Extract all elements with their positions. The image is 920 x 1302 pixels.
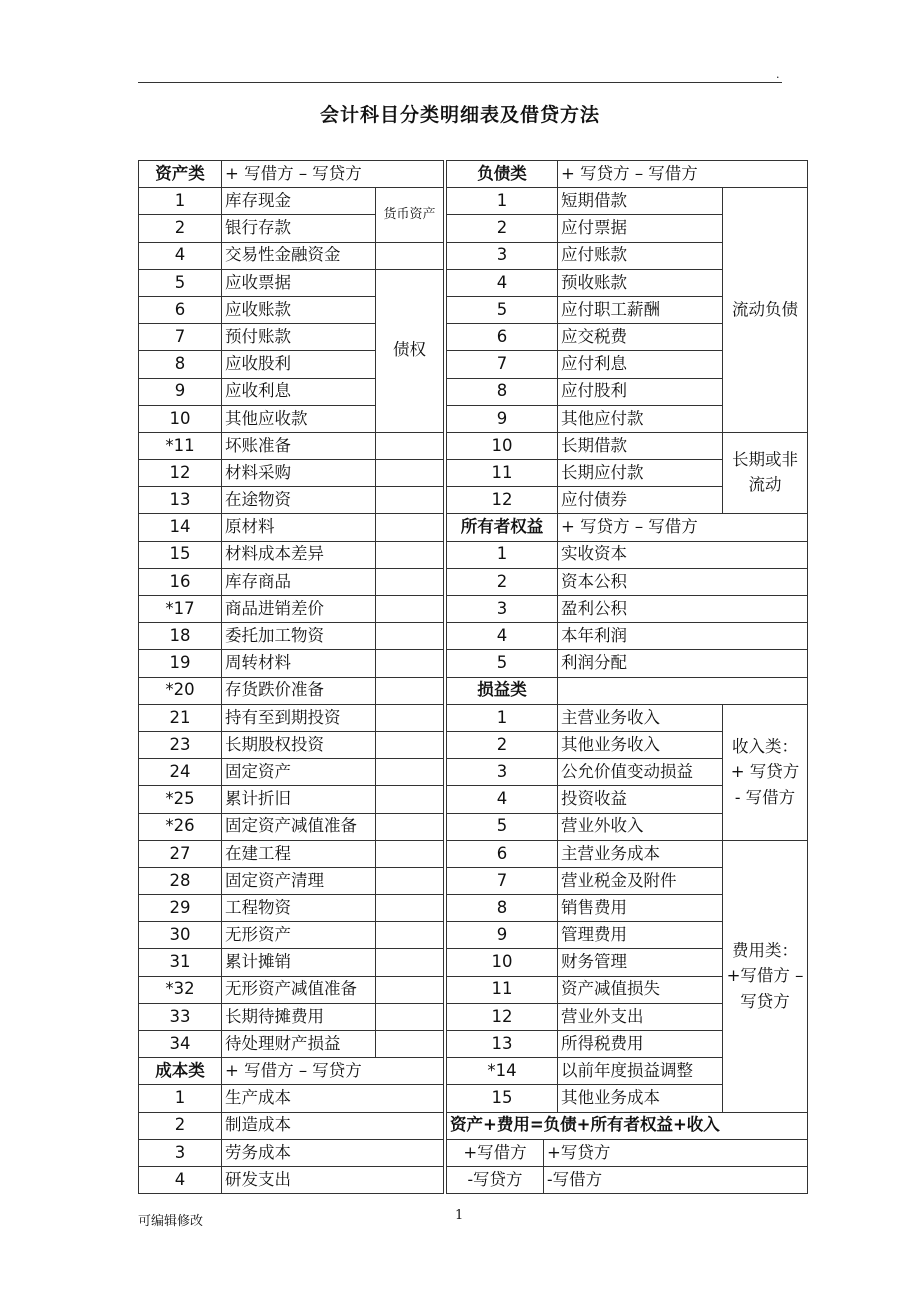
liability-number: 2 (447, 215, 558, 242)
asset-name: 累计摊销 (222, 949, 376, 976)
pl-number: 11 (447, 976, 558, 1003)
liability-row (447, 432, 808, 459)
asset-number: 18 (139, 623, 222, 650)
asset-name: 固定资产减值准备 (222, 813, 376, 840)
asset-number: 24 (139, 759, 222, 786)
asset-name: 委托加工物资 (222, 623, 376, 650)
debit-increase-label: +写借方 (447, 1140, 544, 1166)
asset-number: 21 (139, 704, 222, 731)
asset-name: 其他应收款 (222, 405, 376, 432)
asset-name: 固定资产清理 (222, 867, 376, 894)
liability-name: 应付票据 (558, 215, 723, 242)
asset-number: 10 (139, 405, 222, 432)
asset-number: 5 (139, 269, 222, 296)
equity-row (447, 623, 808, 650)
asset-row (139, 922, 444, 949)
asset-number: 7 (139, 324, 222, 351)
equity-rule: + 写贷方 – 写借方 (558, 514, 808, 541)
asset-header-row (139, 161, 444, 188)
asset-number: *26 (139, 813, 222, 840)
asset-row (139, 1031, 444, 1058)
asset-row (139, 596, 444, 623)
pl-number: 10 (447, 949, 558, 976)
empty-cell (376, 895, 444, 922)
asset-row (139, 786, 444, 813)
empty-cell (376, 786, 444, 813)
asset-row (139, 269, 444, 296)
equity-row (447, 650, 808, 677)
liability-name: 长期应付款 (558, 460, 723, 487)
pl-name: 主营业务收入 (558, 704, 723, 731)
asset-number: 1 (139, 188, 222, 215)
pl-number: 3 (447, 759, 558, 786)
pl-header-row (447, 677, 808, 704)
empty-cell (376, 840, 444, 867)
empty-cell (376, 487, 444, 514)
pl-name: 资产减值损失 (558, 976, 723, 1003)
equity-number: 5 (447, 650, 558, 677)
asset-number: 27 (139, 840, 222, 867)
accounting-equation: 资产+费用=负债+所有者权益+收入 (447, 1112, 808, 1139)
footer-editable-note: 可编辑修改 (138, 1214, 204, 1229)
asset-name: 预付账款 (222, 324, 376, 351)
pl-number: 8 (447, 895, 558, 922)
cost-rule: + 写借方 – 写贷方 (222, 1058, 444, 1085)
equity-number: 4 (447, 623, 558, 650)
header-dot: . (776, 68, 780, 81)
asset-name: 待处理财产损益 (222, 1031, 376, 1058)
equity-number: 1 (447, 541, 558, 568)
equity-name: 盈利公积 (558, 596, 808, 623)
pl-number: 9 (447, 922, 558, 949)
empty-cell (376, 432, 444, 459)
empty-cell (376, 596, 444, 623)
asset-name: 在途物资 (222, 487, 376, 514)
equity-number: 3 (447, 596, 558, 623)
debit-credit-cell (447, 1166, 808, 1193)
asset-cost-table (138, 160, 444, 1194)
credit-decrease-label: -写贷方 (447, 1167, 544, 1193)
asset-name: 材料成本差异 (222, 541, 376, 568)
liability-name: 短期借款 (558, 188, 723, 215)
credit-increase-label: +写贷方 (547, 1142, 611, 1162)
pl-name: 投资收益 (558, 786, 723, 813)
equity-number: 2 (447, 568, 558, 595)
pl-number: 13 (447, 1031, 558, 1058)
pl-number: 5 (447, 813, 558, 840)
cost-header-row (139, 1058, 444, 1085)
empty-cell (376, 976, 444, 1003)
equity-name: 本年利润 (558, 623, 808, 650)
asset-name: 交易性金融资金 (222, 242, 376, 269)
asset-row (139, 731, 444, 758)
liability-name: 其他应付款 (558, 405, 723, 432)
asset-name: 应收利息 (222, 378, 376, 405)
cost-name: 生产成本 (222, 1085, 444, 1112)
asset-row (139, 568, 444, 595)
asset-name: 应收股利 (222, 351, 376, 378)
asset-name: 银行存款 (222, 215, 376, 242)
empty-cell (376, 514, 444, 541)
cost-name: 劳务成本 (222, 1139, 444, 1166)
liability-name: 应付职工薪酬 (558, 296, 723, 323)
page-title: 会计科目分类明细表及借贷方法 (319, 104, 600, 126)
equity-row (447, 541, 808, 568)
cost-category-label: 成本类 (139, 1058, 222, 1085)
cost-row (139, 1085, 444, 1112)
debit-credit-row (447, 1166, 808, 1193)
pl-name: 主营业务成本 (558, 840, 723, 867)
asset-name: 材料采购 (222, 460, 376, 487)
asset-name: 库存商品 (222, 568, 376, 595)
empty-cell (376, 867, 444, 894)
asset-row (139, 867, 444, 894)
liability-number: 3 (447, 242, 558, 269)
cost-number: 2 (139, 1112, 222, 1139)
empty-cell (376, 731, 444, 758)
cost-name: 制造成本 (222, 1112, 444, 1139)
asset-number: 28 (139, 867, 222, 894)
asset-name: 持有至到期投资 (222, 704, 376, 731)
liability-number: 8 (447, 378, 558, 405)
liability-header-row (447, 161, 808, 188)
asset-number: *32 (139, 976, 222, 1003)
pl-name: 营业外支出 (558, 1003, 723, 1030)
asset-number: *25 (139, 786, 222, 813)
asset-row (139, 242, 444, 269)
asset-row (139, 650, 444, 677)
asset-row (139, 949, 444, 976)
asset-row (139, 895, 444, 922)
asset-number: 13 (139, 487, 222, 514)
equity-header-row (447, 514, 808, 541)
pl-number: 15 (447, 1085, 558, 1112)
page-number: 1 (455, 1208, 464, 1223)
pl-name: 财务管理 (558, 949, 723, 976)
asset-name: 长期股权投资 (222, 731, 376, 758)
liability-name: 预收账款 (558, 269, 723, 296)
asset-name: 应收票据 (222, 269, 376, 296)
cost-number: 4 (139, 1166, 222, 1193)
pl-number: 6 (447, 840, 558, 867)
cost-row (139, 1139, 444, 1166)
equity-name: 资本公积 (558, 568, 808, 595)
empty-cell (376, 1031, 444, 1058)
asset-number: 30 (139, 922, 222, 949)
asset-row (139, 976, 444, 1003)
asset-number: 15 (139, 541, 222, 568)
asset-row (139, 188, 444, 215)
asset-row (139, 432, 444, 459)
pl-name: 所得税费用 (558, 1031, 723, 1058)
equity-name: 实收资本 (558, 541, 808, 568)
asset-number: 33 (139, 1003, 222, 1030)
empty-cell (376, 650, 444, 677)
asset-name: 应收账款 (222, 296, 376, 323)
pl-number: 7 (447, 867, 558, 894)
empty-cell (376, 759, 444, 786)
asset-row (139, 759, 444, 786)
empty-cell (558, 677, 808, 704)
pl-name: 营业税金及附件 (558, 867, 723, 894)
pl-row (447, 704, 808, 731)
liability-number: 6 (447, 324, 558, 351)
group-expense: 费用类：+写借方 – 写贷方 (723, 840, 808, 1112)
asset-number: 14 (139, 514, 222, 541)
empty-cell (376, 460, 444, 487)
asset-name: 无形资产减值准备 (222, 976, 376, 1003)
asset-row (139, 840, 444, 867)
debit-decrease-label: -写借方 (547, 1169, 603, 1189)
pl-row (447, 840, 808, 867)
group-noncurrent-liabilities: 长期或非流动 (723, 432, 808, 514)
asset-number: 4 (139, 242, 222, 269)
asset-name: 库存现金 (222, 188, 376, 215)
liability-number: 1 (447, 188, 558, 215)
pl-category-label: 损益类 (447, 677, 558, 704)
asset-rule: + 写借方 – 写贷方 (222, 161, 444, 188)
cost-row (139, 1112, 444, 1139)
pl-number: 12 (447, 1003, 558, 1030)
asset-row (139, 460, 444, 487)
group-income: 收入类：+ 写贷方 - 写借方 (723, 704, 808, 840)
asset-number: *17 (139, 596, 222, 623)
liability-number: 12 (447, 487, 558, 514)
pl-name: 公允价值变动损益 (558, 759, 723, 786)
liability-name: 应付账款 (558, 242, 723, 269)
asset-number: 29 (139, 895, 222, 922)
cost-name: 研发支出 (222, 1166, 444, 1193)
empty-cell (376, 541, 444, 568)
asset-row (139, 487, 444, 514)
asset-name: 固定资产 (222, 759, 376, 786)
liability-equity-pl-table (446, 160, 808, 1194)
asset-name: 工程物资 (222, 895, 376, 922)
asset-name: 无形资产 (222, 922, 376, 949)
pl-name: 营业外收入 (558, 813, 723, 840)
empty-cell (376, 1003, 444, 1030)
debit-credit-cell (447, 1139, 808, 1166)
liability-number: 4 (447, 269, 558, 296)
liability-number: 5 (447, 296, 558, 323)
asset-number: 6 (139, 296, 222, 323)
asset-number: 31 (139, 949, 222, 976)
asset-number: 2 (139, 215, 222, 242)
group-receivables: 债权 (376, 269, 444, 432)
empty-cell (376, 623, 444, 650)
asset-row (139, 623, 444, 650)
cost-number: 1 (139, 1085, 222, 1112)
asset-name: 坏账准备 (222, 432, 376, 459)
group-current-liabilities: 流动负债 (723, 188, 808, 433)
asset-number: 23 (139, 731, 222, 758)
pl-number: 4 (447, 786, 558, 813)
equity-row (447, 568, 808, 595)
liability-name: 应交税费 (558, 324, 723, 351)
asset-number: 8 (139, 351, 222, 378)
asset-number: *11 (139, 432, 222, 459)
asset-row (139, 514, 444, 541)
asset-category-label: 资产类 (139, 161, 222, 188)
asset-number: *20 (139, 677, 222, 704)
asset-number: 34 (139, 1031, 222, 1058)
asset-name: 原材料 (222, 514, 376, 541)
asset-row (139, 813, 444, 840)
group-currency-assets: 货币资产 (376, 188, 444, 242)
liability-category-label: 负债类 (447, 161, 558, 188)
asset-row (139, 677, 444, 704)
equation-row (447, 1112, 808, 1139)
pl-name: 其他业务收入 (558, 731, 723, 758)
pl-number: 1 (447, 704, 558, 731)
empty-cell (376, 949, 444, 976)
asset-number: 12 (139, 460, 222, 487)
pl-number: *14 (447, 1058, 558, 1085)
liability-rule: + 写贷方 – 写借方 (558, 161, 808, 188)
cost-number: 3 (139, 1139, 222, 1166)
asset-row (139, 704, 444, 731)
header-rule (138, 82, 782, 83)
asset-row (139, 1003, 444, 1030)
asset-name: 累计折旧 (222, 786, 376, 813)
liability-name: 应付债券 (558, 487, 723, 514)
liability-number: 9 (447, 405, 558, 432)
pl-name: 以前年度损益调整 (558, 1058, 723, 1085)
asset-number: 9 (139, 378, 222, 405)
pl-number: 2 (447, 731, 558, 758)
asset-name: 在建工程 (222, 840, 376, 867)
liability-name: 长期借款 (558, 432, 723, 459)
asset-number: 16 (139, 568, 222, 595)
pl-name: 其他业务成本 (558, 1085, 723, 1112)
pl-name: 销售费用 (558, 895, 723, 922)
cost-row (139, 1166, 444, 1193)
equity-row (447, 596, 808, 623)
liability-row (447, 188, 808, 215)
empty-cell (376, 922, 444, 949)
liability-number: 10 (447, 432, 558, 459)
empty-cell (376, 677, 444, 704)
equity-name: 利润分配 (558, 650, 808, 677)
debit-credit-row (447, 1139, 808, 1166)
liability-name: 应付利息 (558, 351, 723, 378)
empty-cell (376, 813, 444, 840)
asset-name: 周转材料 (222, 650, 376, 677)
empty-cell (376, 568, 444, 595)
pl-name: 管理费用 (558, 922, 723, 949)
asset-name: 商品进销差价 (222, 596, 376, 623)
liability-number: 7 (447, 351, 558, 378)
equity-category-label: 所有者权益 (447, 514, 558, 541)
empty-cell (376, 242, 444, 269)
asset-row (139, 541, 444, 568)
asset-name: 长期待摊费用 (222, 1003, 376, 1030)
liability-number: 11 (447, 460, 558, 487)
liability-name: 应付股利 (558, 378, 723, 405)
asset-name: 存货跌价准备 (222, 677, 376, 704)
empty-cell (376, 704, 444, 731)
asset-number: 19 (139, 650, 222, 677)
